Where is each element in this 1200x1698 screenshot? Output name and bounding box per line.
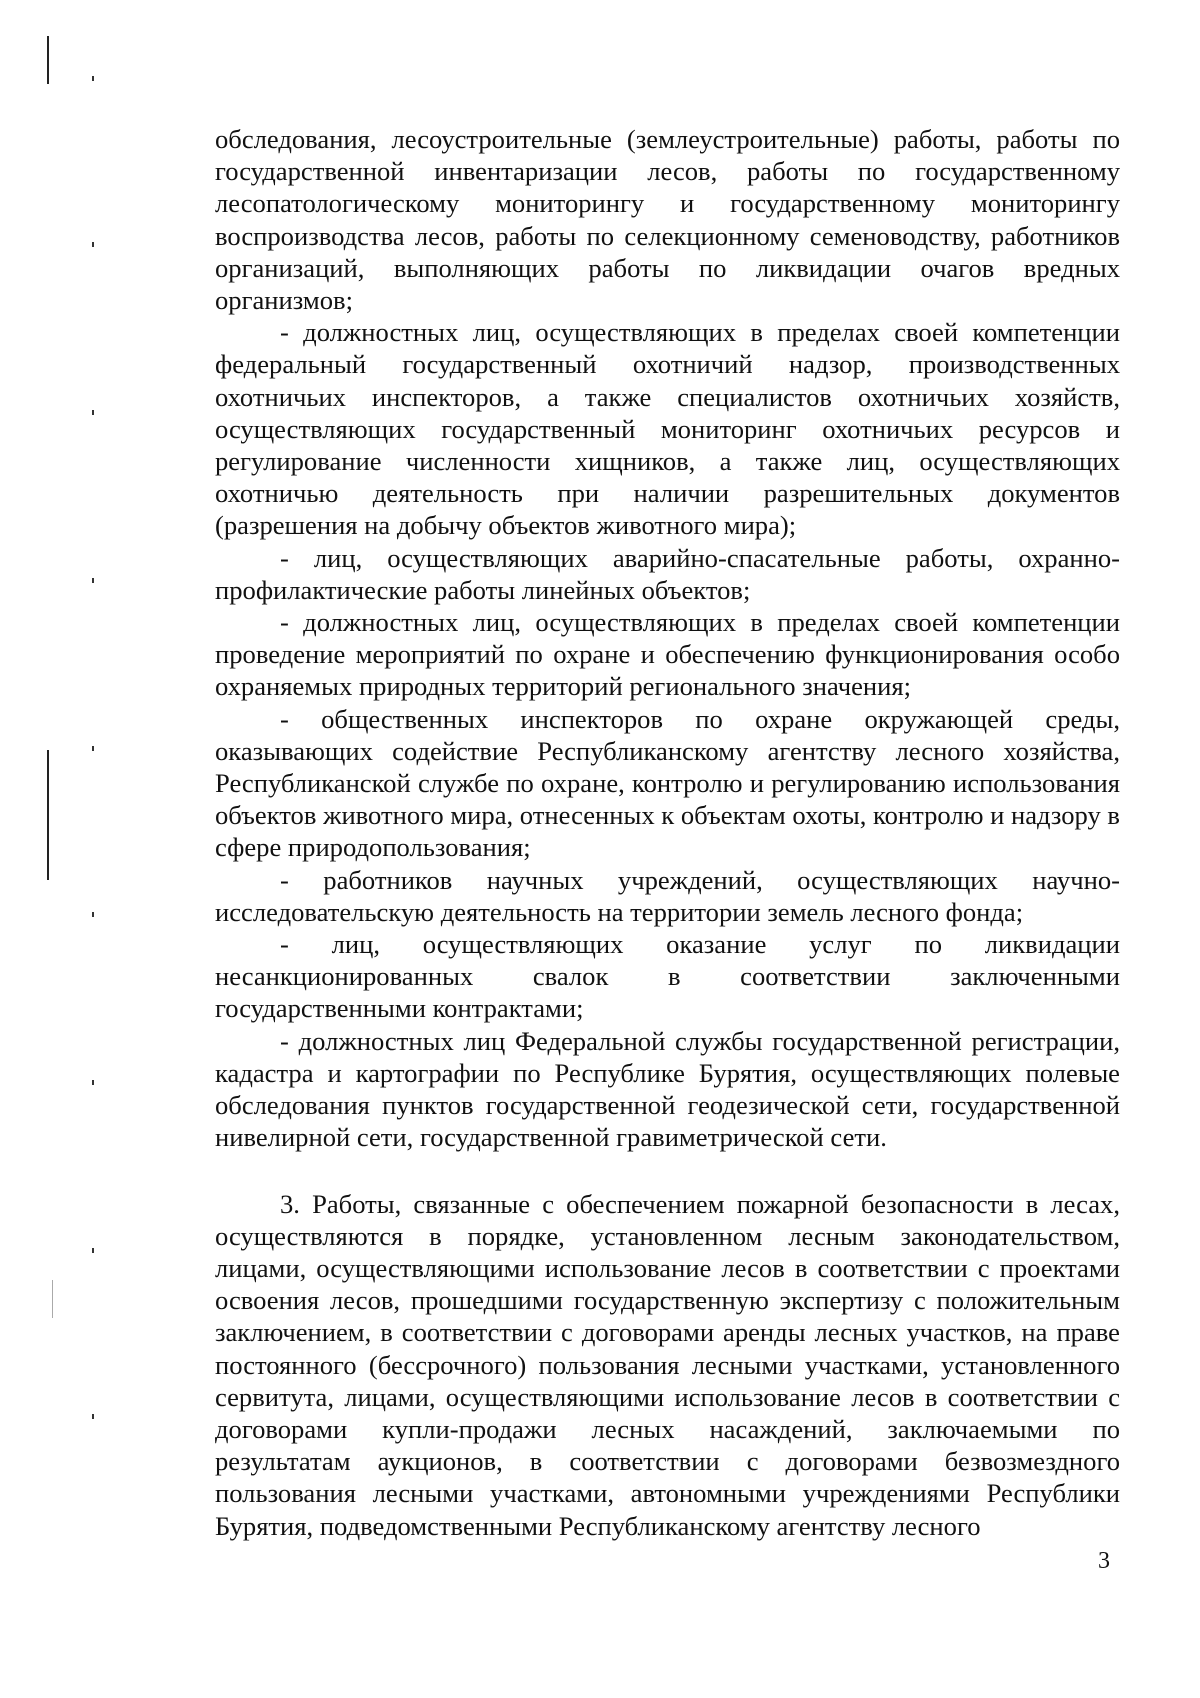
paragraph: обследования, лесоустроительные (землеустроительные) работы, работы по государственной инвентаризации лесов, работы по государственному лесопатологическому мониторингу и государственному мониторингу воспроизводства лесов, работы по селекционному семеноводству, работников организаций, выполняющих работы по ликвидации очагов вредных организмов; [215, 124, 1120, 316]
list-item: - должностных лиц, осуществляющих в пределах своей компетенции проведение мероприятий по охране и обеспечению функционирования особо охраняемых природных территорий регионального значения; [215, 607, 1120, 702]
scan-mark [52, 1280, 53, 1318]
scan-mark [92, 1248, 94, 1253]
page-number: 3 [1098, 1548, 1110, 1574]
scan-mark [92, 578, 94, 583]
numbered-paragraph: 3. Работы, связанные с обеспечением пожарной безопасности в лесах, осуществляются в порядке, установленном лесным законодательством, лицами, осуществляющими использование лесов в соответствии с проектами освоения лесов, прошедшими государственную экспертизу с положительным заключением, в соответствии с договорами аренды лесных участков, на праве постоянного (бессрочного) пользования лесными участками, установленного сервитута, лицами, осуществляющими использование лесов в соответствии с договорами купли-продажи лесных насаждений, заключаемыми по результатам аукционов, в соответствии с договорами безвозмездного пользования лесными участками, автономными учреждениями Республики Бурятия, подведомственными Республиканскому агентству лесного [215, 1188, 1120, 1541]
list-item: - работников научных учреждений, осуществляющих научно-исследовательскую деятельность на территории земель лесного фонда; [215, 864, 1120, 927]
scan-mark [92, 1080, 94, 1085]
list-item: - общественных инспекторов по охране окружающей среды, оказывающих содействие Республиканскому агентству лесного хозяйства, Республиканской службе по охране, контролю и регулированию использования объектов животного мира, отнесенных к объектам охоты, контролю и надзору в сфере природопользования; [215, 703, 1120, 863]
scan-mark [92, 912, 94, 917]
scan-mark [92, 410, 94, 415]
list-item: - должностных лиц Федеральной службы государственной регистрации, кадастра и картографии по Республике Бурятия, осуществляющих полевые обследования пунктов государственной геодезической сети, государственной нивелирной сети, государственной гравиметрической сети. [215, 1025, 1120, 1153]
document-body [215, 123, 1120, 1542]
scan-mark [92, 76, 94, 81]
scan-mark [47, 36, 49, 84]
scan-mark [92, 1414, 94, 1419]
scan-mark [92, 746, 94, 751]
list-item: - лиц, осуществляющих аварийно-спасательные работы, охранно-профилактические работы линейных объектов; [215, 542, 1120, 605]
scan-mark [47, 750, 49, 880]
list-item: - должностных лиц, осуществляющих в пределах своей компетенции федеральный государственный охотничий надзор, производственных охотничьих инспекторов, а также специалистов охотничьих хозяйств, осуществляющих государственный мониторинг охотничьих ресурсов и регулирование численности хищников, а также лиц, осуществляющих охотничью деятельность при наличии разрешительных документов (разрешения на добычу объектов животного мира); [215, 317, 1120, 541]
list-item: - лиц, осуществляющих оказание услуг по ликвидации несанкционированных свалок в соответствии заключенными государственными контрактами; [215, 929, 1120, 1024]
scan-mark [92, 242, 94, 247]
